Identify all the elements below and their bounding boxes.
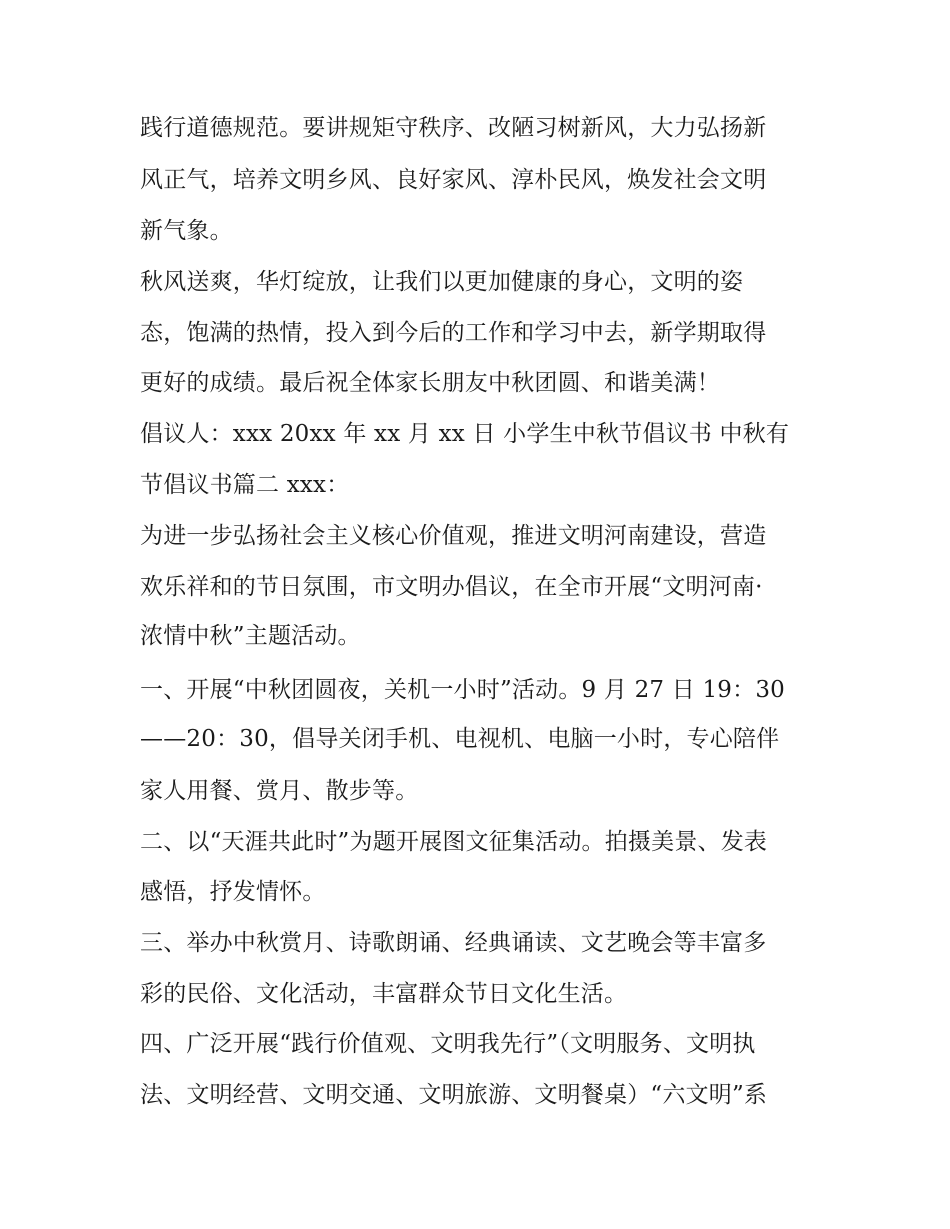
- paragraph-line: 更好的成绩。最后祝全体家长朋友中秋团圆、和谐美满！: [140, 370, 720, 396]
- paragraph-line: 彩的民俗、文化活动，丰富群众节日文化生活。: [140, 981, 628, 1007]
- paragraph-line: 家人用餐、赏月、散步等。: [140, 778, 419, 804]
- paragraph-line: 四、广泛开展“践行价值观、文明我先行”（文明服务、文明执: [140, 1031, 756, 1057]
- paragraph-line: 风正气，培养文明乡风、良好家风、淳朴民风，焕发社会文明: [140, 167, 767, 193]
- paragraph-line: 欢乐祥和的节日氛围，市文明办倡议，在全市开展“文明河南·: [140, 574, 763, 600]
- paragraph-line: ——20：30，倡导关闭手机、电视机、电脑一小时，专心陪伴: [140, 726, 780, 752]
- paragraph-line: 三、举办中秋赏月、诗歌朗诵、经典诵读、文艺晚会等丰富多: [140, 930, 767, 956]
- paragraph-line: 为进一步弘扬社会主义核心价值观，推进文明河南建设，营造: [140, 523, 767, 549]
- paragraph-line: 感悟，抒发情怀。: [140, 879, 326, 905]
- paragraph-line: 法、文明经营、文明交通、文明旅游、文明餐桌）“六文明”系: [140, 1082, 768, 1108]
- paragraph-line: 秋风送爽，华灯绽放，让我们以更加健康的身心，文明的姿: [140, 269, 744, 295]
- paragraph-line: 浓情中秋”主题活动。: [140, 623, 361, 649]
- paragraph-line: 态，饱满的热情，投入到今后的工作和学习中去，新学期取得: [140, 320, 767, 346]
- paragraph-line: 践行道德规范。要讲规矩守秩序、改陋习树新风，大力弘扬新: [140, 115, 767, 141]
- paragraph-line: 一、开展“中秋团圆夜，关机一小时”活动。9 月 27 日 19：30: [140, 677, 785, 703]
- paragraph-line: 节倡议书篇二 xxx：: [140, 472, 350, 498]
- paragraph-line: 新气象。: [140, 218, 233, 244]
- paragraph-line: 倡议人：xxx 20xx 年 xx 月 xx 日 小学生中秋节倡议书 中秋有: [140, 421, 790, 447]
- paragraph-line: 二、以“天涯共此时”为题开展图文征集活动。拍摄美景、发表: [140, 829, 768, 855]
